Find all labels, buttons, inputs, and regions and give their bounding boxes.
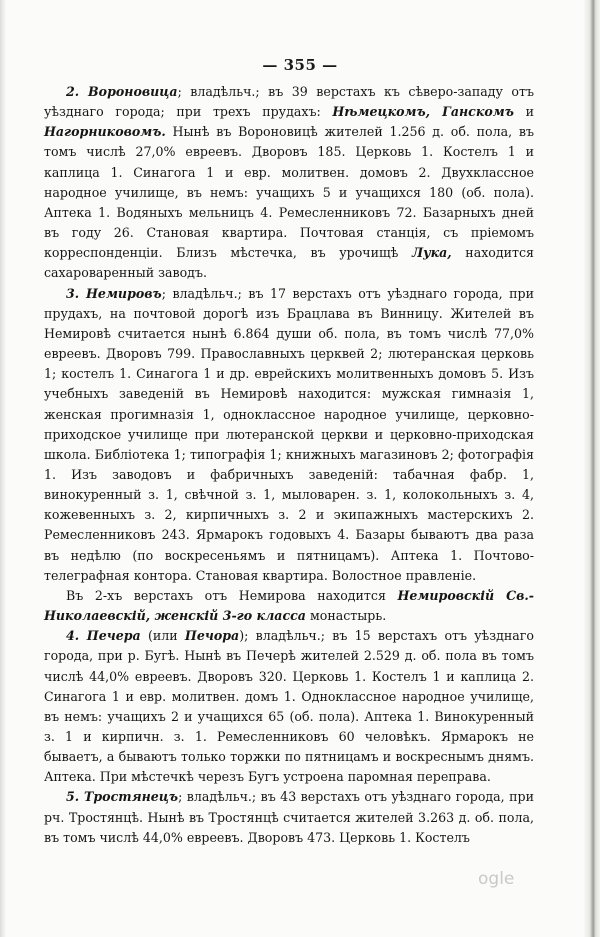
page-gutter-shadow [583,0,600,937]
italic-text: Нѣмецкомъ, Ганскомъ [332,104,514,120]
body-text: ; владѣльч.; въ 17 верстахъ отъ уѣзднаго города, при прудахъ, на почтовой дорогѣ изъ Брацлава въ Винницу. Жителей въ Немировѣ считается нынѣ 6.864 души об. пола, въ томъ числѣ 77,0% евреевъ. Дворовъ 799. Православныхъ церквей 2; лютеранская церковь 1; костелъ 1. Синагога 1 и др. еврейскихъ молитвенныхъ домовъ 5. Изъ учебныхъ заведеній въ Немировѣ находится: мужская гимназія 1, женская прогимназія 1, одноклассное народное училище, церковно-приходское училище при лютеранской церкви и церковно-приходская школа. Библіотека 1; типографія 1; книжныхъ магазиновъ 2; фотографія 1. Изъ заводовъ и фабричныхъ заведеній: табачная фабр. 1, винокуренный з. 1, свѣчной з. 1, мыловарен. з. 1, колокольныхъ з. 4, кожевенныхъ з. 2, кирпичныхъ з. 2 и экипажныхъ мастерскихъ 2. Ремесленниковъ 243. Ярмарокъ годовыхъ 4. Базары бываютъ два раза въ недѣлю (по воскресеньямъ и пятницамъ). Аптека 1. Почтово-телеграфная контора. Становая квартира. Волостное правленіе. [44,285,534,583]
entry-paragraph [44,284,534,586]
entry-name: 3. Немировъ [66,285,162,301]
entry-name: 2. Вороновица [66,84,178,99]
body-text: находится сахароваренный заводъ. [44,245,535,281]
body-text: Въ 2-хъ верстахъ отъ Немирова находится [66,587,398,603]
body-text: ); владѣльч.; въ 15 верстахъ отъ уѣзднаго города, при р. Бугѣ. Нынѣ въ Печерѣ жителей 2.529 д. об. пола въ томъ числѣ 44,0% евреевъ. Дворовъ 320. Церковь 1. Костелъ 1 и каплица 2. Синагога 1 и евр. молитвен. домъ 1. Одноклассное народное училище, въ немъ: учащихъ 2 и учащихся 65 (об. пола). Аптека 1. Винокуренный з. 1 и кирпичн. з. 1. Ремесленниковъ 60 человѣкъ. Ярмарокъ не бываетъ, а бываютъ только торжки по пятницамъ и воскреснымъ днямъ. Аптека. При мѣстечкѣ черезъ Бугъ устроена паромная переправа. [44,628,534,785]
body-text: (или [140,628,185,644]
body-text: Нынѣ въ Вороновицѣ жителей 1.256 д. об. пола, въ томъ числѣ 27,0% евреевъ. Дворовъ 185. Церковь 1. Костелъ 1 и каплица 1. Синагога 1 и евр. молитвен. домовъ 2. Двухклассное народное училище, въ немъ: учащихъ 5 и учащихся 180 (об. пола). Аптека 1. Водяныхъ мельницъ 4. Ремесленниковъ 72. Базарныхъ дней въ году 26. Становая квартира. Почтовая станція, съ пріемомъ корреспонденціи. Близъ мѣстечка, въ урочищѣ [44,124,534,261]
page-left-edge [0,0,6,937]
entry-paragraph [44,82,534,284]
body-text: ; владѣльч.; въ 39 верстахъ къ сѣверо-западу отъ уѣзднаго города; при трехъ прудахъ: [44,84,534,120]
italic-text: Нагорниковомъ. [44,124,166,140]
scan-watermark: ogle [478,869,515,889]
body-text: монастырь. [305,608,387,624]
italic-text: Лука, [411,245,452,261]
page-number: — 355 — [262,56,338,74]
entry-paragraph [44,626,534,787]
body-text: ; владѣльч.; въ 43 верстахъ отъ уѣзднаго города, при рч. Тростянцѣ. Нынѣ въ Тростянцѣ считается жителей 3.263 д. об. пола, въ томъ числѣ 44,0% евреевъ. Дворовъ 473. Церковь 1. Костелъ [44,789,535,845]
entry-name: 5. Тростянецъ [66,789,179,805]
body-text: и [513,104,534,120]
italic-text: Немировскій Св.-Николаевскій, женскій 3-го класса [44,587,534,624]
entry-name: 4. Печера [66,628,141,644]
entry-paragraph [44,787,534,847]
italic-text: Печора [184,628,240,644]
entry-paragraph [44,586,534,626]
page-body [44,82,534,848]
